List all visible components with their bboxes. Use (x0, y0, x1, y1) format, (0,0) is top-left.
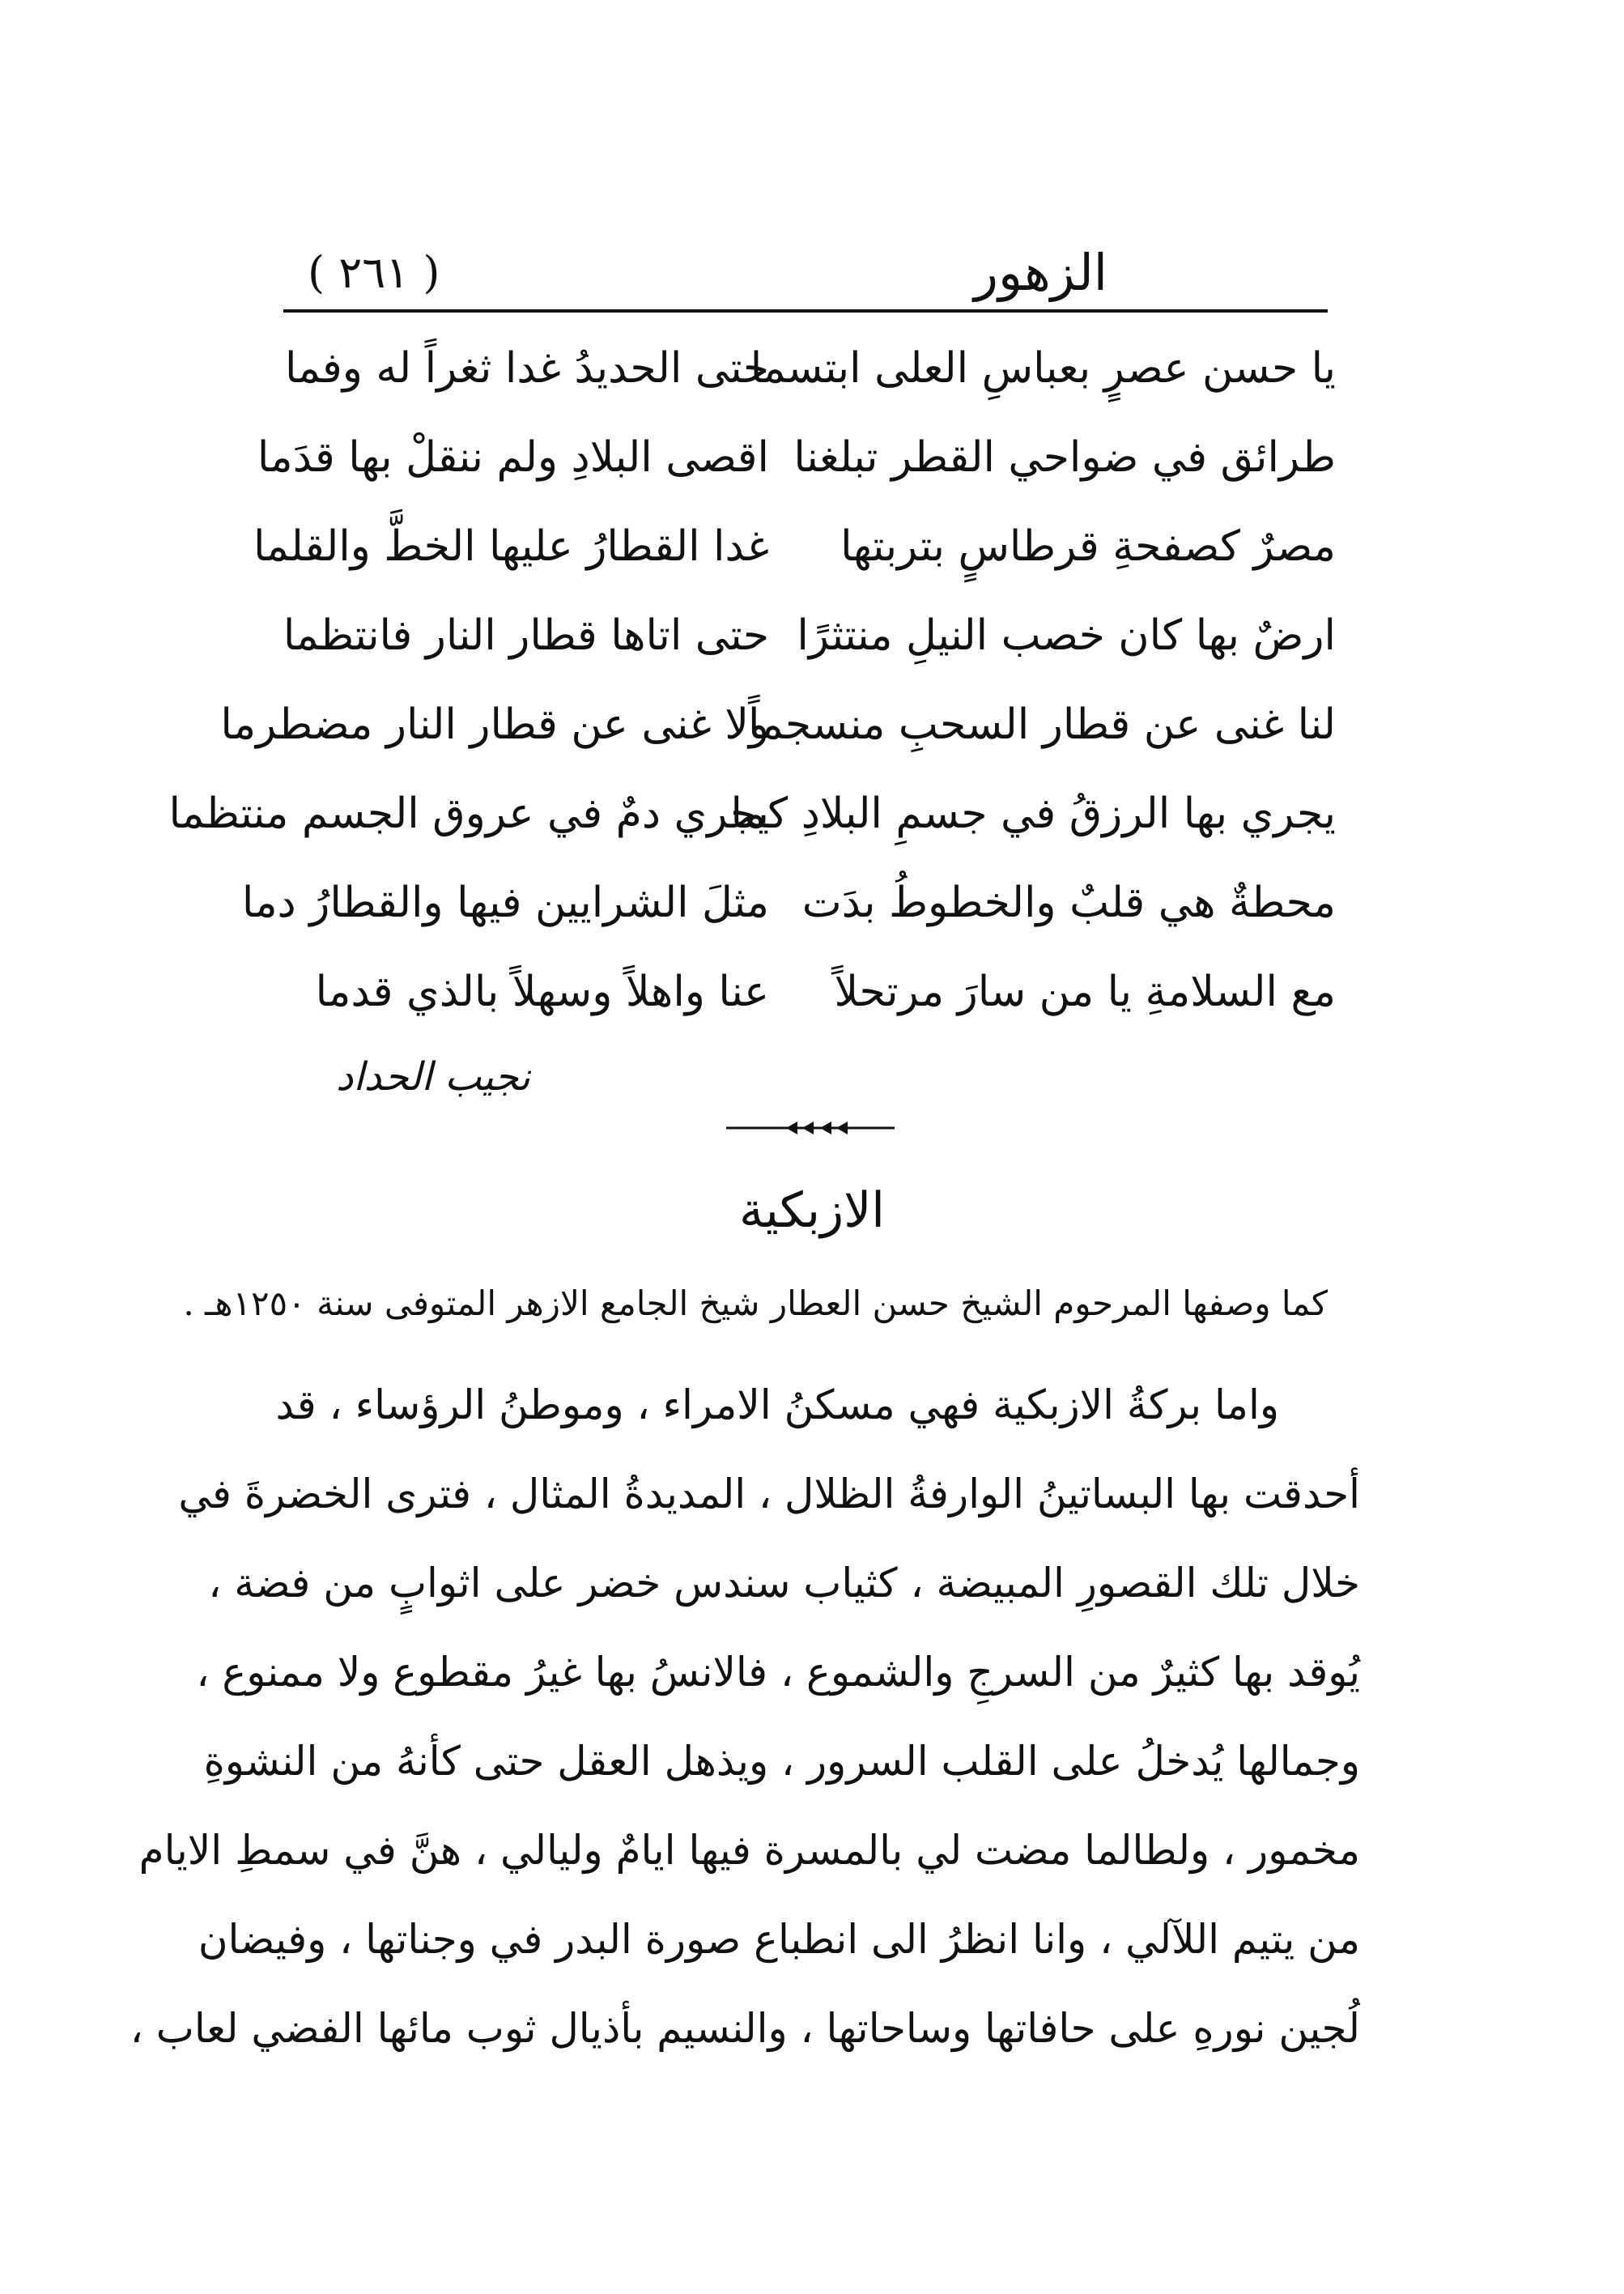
hemistich-first: مع السلامةِ يا من سارَ مرتحلاً (834, 968, 1336, 1016)
hemistich-second: غدا القطارُ عليها الخطَّ والقلما (253, 522, 769, 571)
prose-line: أحدقت بها البساتينُ الوارفةُ الظلال ، المديدةُ المثال ، فترى الخضرةَ في (178, 1470, 1360, 1517)
poem (168, 324, 1336, 1036)
prose-paragraph (130, 1360, 1360, 2073)
hemistich-second: مثلَ الشرايين فيها والقطارُ دما (241, 879, 769, 927)
couplet (220, 680, 1336, 769)
hemistich-first: لنا غنى عن قطار السحبِ منسجماً (747, 700, 1336, 749)
hemistich-first: ارضٌ بها كان خصب النيلِ منتثرًا (797, 611, 1336, 660)
prose-line: من يتيم اللآلي ، وانا انظرُ الى انطباع صورة البدر في وجناتها ، وفيضان (198, 1916, 1360, 1963)
section-epigraph: كما وصفها المرحوم الشيخ حسن العطار شيخ الجامع الازهر المتوفى سنة ١٢٥٠هـ . (183, 1283, 1328, 1323)
couplet (168, 769, 1336, 858)
poet-signature: نجيب الحداد (335, 1054, 531, 1100)
section-divider-ornament (723, 1116, 898, 1140)
couplet (241, 858, 1336, 947)
couplet (253, 502, 1336, 591)
header-rule (283, 309, 1328, 313)
prose-line: واما بركةُ الازبكية فهي مسكنُ الامراء ، وموطنُ الرؤساء ، قد (275, 1381, 1279, 1428)
prose-line: مخمور ، ولطالما مضت لي بالمسرة فيها ايامٌ وليالي ، هنَّ في سمطِ الايام (138, 1827, 1360, 1874)
hemistich-first: محطةٌ هي قلبٌ والخطوطُ بدَت (801, 879, 1336, 927)
page-number: ( ٢٦١ ) (308, 247, 440, 298)
hemistich-second: اقصى البلادِ ولم ننقلْ بها قدَما (257, 433, 769, 482)
couplet (257, 413, 1336, 502)
hemistich-first: مصرٌ كصفحةِ قرطاسٍ بتربتها (840, 522, 1336, 571)
section-title: الازبكية (739, 1182, 885, 1239)
hemistich-first: يا حسن عصرٍ بعباسِ العلى ابتسما (750, 344, 1336, 393)
couplet (267, 947, 1336, 1036)
hemistich-first: يجري بها الرزقُ في جسمِ البلادِ كما (730, 789, 1336, 838)
prose-line: لُجين نورهِ على حافاتها وساحاتها ، والنسيم بأذيال ثوب مائها الفضي لعاب ، (130, 2005, 1360, 2052)
hemistich-first: طرائق في ضواحي القطر تبلغنا (793, 433, 1336, 482)
running-title: الزهور (974, 243, 1107, 302)
prose-line: خلال تلك القصورِ المبيضة ، كثياب سندس خضر على اثوابٍ من فضة ، (208, 1560, 1360, 1607)
prose-line: يُوقد بها كثيرٌ من السرجِ والشموع ، فالانسُ بها غيرُ مقطوع ولا ممنوع ، (196, 1649, 1360, 1696)
prose-line: وجمالها يُدخلُ على القلب السرور ، ويذهل العقل حتى كأنهُ من النشوةِ (203, 1738, 1360, 1785)
page-header (308, 236, 1360, 309)
hemistich-second: حتى اتاها قطار النار فانتظما (283, 611, 769, 660)
hemistich-second: يجري دمٌ في عروق الجسم منتظما (168, 789, 769, 838)
hemistich-second: ولا غنى عن قطار النار مضطرما (220, 700, 769, 749)
hemistich-second: حتى الحديدُ غدا ثغراً له وفما (285, 344, 769, 393)
couplet (267, 591, 1336, 680)
hemistich-second: عنا واهلاً وسهلاً بالذي قدما (315, 968, 769, 1016)
couplet (267, 324, 1336, 413)
